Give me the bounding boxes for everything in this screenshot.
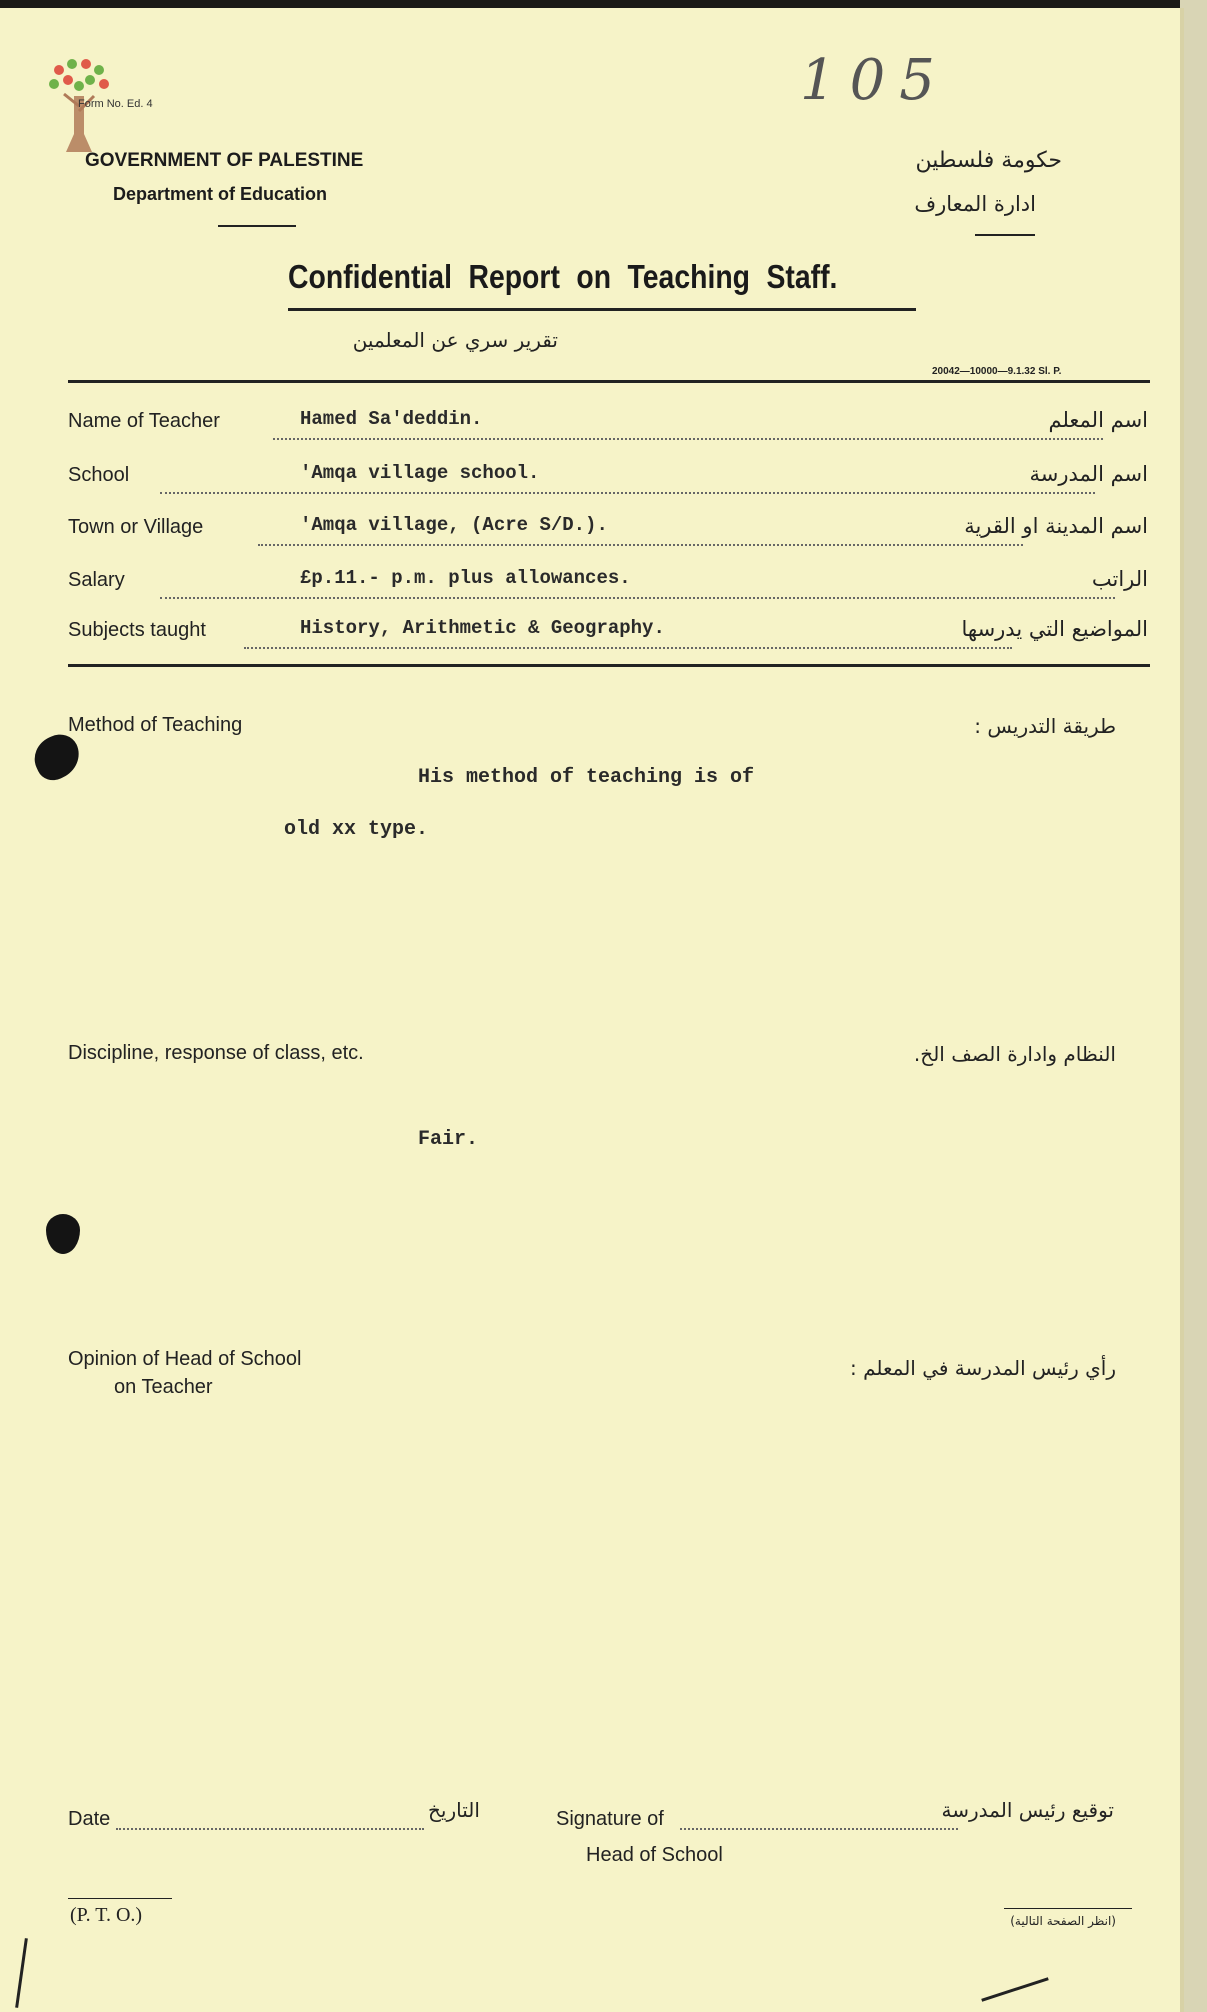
discipline-text: Fair.	[418, 1128, 479, 1151]
scan-right-edge	[1180, 0, 1207, 2012]
report-title-ar: تقرير سري عن المعلمين	[352, 328, 558, 352]
form-number: Form No. Ed. 4	[78, 98, 153, 110]
department-title-en: Department of Education	[113, 184, 328, 204]
department-title-ar: ادارة المعارف	[914, 192, 1036, 216]
fields-bottom-rule	[68, 664, 1150, 667]
field-dotted-line	[273, 436, 1103, 440]
page-number: 105	[800, 48, 949, 113]
pto-ar-rule	[1004, 1908, 1132, 1909]
left-edge-tear-mark	[15, 1938, 28, 2008]
pto-label: (P. T. O.)	[70, 1904, 143, 1926]
bottom-right-corner-fold	[981, 1977, 1049, 2001]
field-label: Name of Teacher	[68, 410, 220, 432]
field-name-of-teacher	[68, 406, 1148, 446]
field-value: History, Arithmetic & Geography.	[300, 617, 665, 639]
opinion-label-ar: رأي رئيس المدرسة في المعلم :	[849, 1356, 1116, 1380]
field-subjects-taught	[68, 615, 1148, 655]
field-label-ar: اسم المدينة او القرية	[964, 514, 1148, 538]
method-of-teaching-label: Method of Teaching	[68, 714, 243, 736]
field-value: Hamed Sa'deddin.	[300, 408, 483, 430]
government-title-ar: حكومة فلسطين	[915, 148, 1062, 173]
signature-dotted-line	[680, 1828, 958, 1830]
header-rule-right	[975, 234, 1035, 236]
field-value: £p.11.- p.m. plus allowances.	[300, 567, 631, 589]
discipline-label: Discipline, response of class, etc.	[68, 1042, 364, 1064]
field-label-ar: الراتب	[1091, 567, 1148, 591]
signature-sub-label: Head of School	[586, 1844, 723, 1866]
header-rule-left	[218, 225, 296, 227]
date-dotted-line	[116, 1828, 424, 1830]
report-title-en: Confidential Report on Teaching Staff.	[288, 258, 838, 295]
field-label-ar: المواضيع التي يدرسها	[961, 617, 1148, 641]
fields-top-rule	[68, 380, 1150, 383]
field-dotted-line	[160, 490, 1095, 494]
field-value: 'Amqa village, (Acre S/D.).	[300, 514, 608, 536]
date-label: Date	[68, 1808, 111, 1830]
field-school	[68, 460, 1148, 500]
method-of-teaching-text-line1: His method of teaching is of	[418, 766, 755, 789]
field-label-ar: اسم المدرسة	[1029, 462, 1148, 486]
field-salary	[68, 565, 1148, 605]
method-of-teaching-text-line2: old xx type.	[284, 818, 429, 841]
signature-label: Signature of	[556, 1808, 664, 1830]
field-town-or-village	[68, 512, 1148, 552]
field-label: School	[68, 464, 130, 486]
signature-label-ar: توقيع رئيس المدرسة	[941, 1798, 1114, 1822]
method-of-teaching-label-ar: طريقة التدريس :	[974, 714, 1116, 738]
opinion-label-line1: Opinion of Head of School	[68, 1348, 302, 1370]
field-label: Salary	[68, 569, 125, 591]
pto-rule	[68, 1898, 172, 1899]
field-value: 'Amqa village school.	[300, 462, 540, 484]
pto-label-ar: (انظر الصفحة التالية)	[1010, 1914, 1116, 1928]
field-dotted-line	[160, 595, 1115, 599]
document-page	[0, 8, 1180, 2012]
field-label: Town or Village	[68, 516, 204, 538]
print-code: 20042—10000—9.1.32 Sl. P.	[932, 366, 1062, 377]
date-label-ar: التاريخ	[428, 1798, 480, 1822]
government-title-en: GOVERNMENT OF PALESTINE	[85, 150, 364, 171]
field-label-ar: اسم المعلم	[1048, 408, 1148, 432]
opinion-label-line2: on Teacher	[114, 1376, 213, 1398]
discipline-label-ar: النظام وادارة الصف الخ.	[913, 1042, 1116, 1066]
title-underline	[288, 308, 916, 311]
field-dotted-line	[258, 542, 1023, 546]
field-dotted-line	[244, 645, 1012, 649]
hole-punch-mark-bottom	[46, 1214, 80, 1254]
field-label: Subjects taught	[68, 619, 206, 641]
